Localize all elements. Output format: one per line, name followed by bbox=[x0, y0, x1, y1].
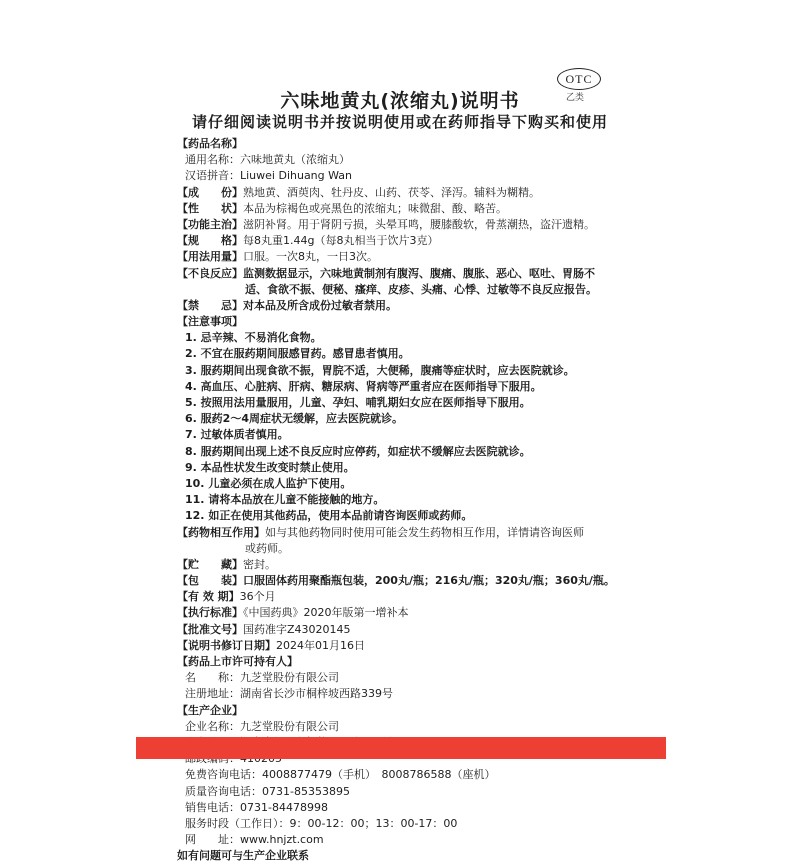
section-label: 【规 格】 bbox=[177, 234, 243, 248]
section-line-note: 4. 高血压、心脏病、肝病、糖尿病、肾病等严重者应在医师指导下服用。 bbox=[185, 379, 542, 393]
section-line-note: 10. 儿童必须在成人监护下使用。 bbox=[185, 476, 352, 490]
section-line-note: 1. 忌辛辣、不易消化食物。 bbox=[185, 331, 322, 345]
section-value: 如与其他药物同时使用可能会发生药物相互作用，详情请咨询医师 bbox=[265, 525, 584, 539]
document-title: 六味地黄丸(浓缩丸)说明书 bbox=[280, 90, 520, 112]
section-line-note: 9. 本品性状发生改变时禁止使用。 bbox=[185, 460, 355, 474]
section-value: 《中国药典》2020年版第一增补本 bbox=[243, 606, 409, 620]
section-value: 口服。一次8丸，一日3次。 bbox=[243, 250, 378, 264]
section-line-row bbox=[177, 622, 657, 638]
section-value: 熟地黄、酒萸肉、牡丹皮、山药、茯苓、泽泻。辅料为糊精。 bbox=[243, 185, 540, 199]
section-line-note: 7. 过敏体质者慎用。 bbox=[185, 428, 289, 442]
otc-badge: OTC bbox=[557, 68, 601, 90]
section-line-note: 8. 服药期间出现上述不良反应时应停药，如症状不缓解应去医院就诊。 bbox=[185, 444, 531, 458]
section-line-row bbox=[177, 217, 657, 233]
section-label: 【说明书修订日期】 bbox=[177, 638, 276, 652]
section-label: 【成 份】 bbox=[177, 185, 243, 199]
section-line-note: 12. 如正在使用其他药品，使用本品前请咨询医师或药师。 bbox=[185, 509, 473, 523]
section-value: 每8丸重1.44g（每8丸相当于饮片3克） bbox=[243, 234, 439, 248]
section-line-row bbox=[177, 589, 657, 605]
section-line-row bbox=[177, 298, 657, 314]
section-label: 【用法用量】 bbox=[177, 250, 243, 264]
section-value: 滋阴补肾。用于肾阴亏损，头晕耳鸣，腰膝酸软，骨蒸潮热，盗汗遗精。 bbox=[243, 217, 595, 231]
section-line-row bbox=[177, 573, 657, 589]
section-line-row bbox=[177, 233, 657, 249]
section-value: 国药准字Z43020145 bbox=[243, 622, 351, 636]
section-line-row bbox=[177, 249, 657, 265]
section-line-row bbox=[177, 557, 657, 573]
section-line-indent: 销售电话：0731-84478998 bbox=[185, 800, 328, 814]
section-value: 口服固体药用聚酯瓶包装，200丸/瓶；216丸/瓶；320丸/瓶；360丸/瓶。 bbox=[243, 574, 615, 588]
section-line-note: 2. 不宜在服药期间服感冒药。感冒患者慎用。 bbox=[185, 347, 410, 361]
section-line-head: 【注意事项】 bbox=[177, 315, 243, 329]
section-line-row bbox=[177, 525, 657, 541]
section-line-indent: 通用名称：六味地黄丸（浓缩丸） bbox=[185, 153, 350, 167]
section-line-row bbox=[177, 638, 657, 654]
section-label: 【禁 忌】 bbox=[177, 298, 243, 312]
document-subtitle: 请仔细阅读说明书并按说明使用或在药师指导下购买和使用 bbox=[191, 113, 608, 131]
section-line-indent: 注册地址：湖南省长沙市桐梓坡西路339号 bbox=[185, 687, 393, 701]
section-line-indent: 企业名称：九芝堂股份有限公司 bbox=[185, 719, 339, 733]
section-line-cont: 或药师。 bbox=[245, 541, 289, 555]
section-line-footnote: 如有问题可与生产企业联系 bbox=[177, 849, 309, 863]
section-line-note: 6. 服药2～4周症状无缓解，应去医院就诊。 bbox=[185, 412, 403, 426]
section-line-indent: 免费咨询电话：4008877479（手机） 8008786588（座机） bbox=[185, 768, 496, 782]
section-label: 【不良反应】 bbox=[177, 266, 243, 280]
section-line-row bbox=[177, 185, 657, 201]
section-value: 36个月 bbox=[239, 590, 276, 604]
section-line-note: 3. 服药期间出现食欲不振，胃脘不适，大便稀，腹痛等症状时，应去医院就诊。 bbox=[185, 363, 575, 377]
section-label: 【批准文号】 bbox=[177, 622, 243, 636]
section-line-indent: 名 称：九芝堂股份有限公司 bbox=[185, 671, 339, 685]
section-line-head: 【药品名称】 bbox=[177, 137, 243, 150]
section-line-head: 【药品上市许可持有人】 bbox=[177, 655, 298, 668]
section-label: 【有 效 期】 bbox=[177, 590, 240, 604]
otc-category: 乙类 bbox=[566, 93, 585, 103]
section-label: 【性 状】 bbox=[177, 201, 243, 215]
section-value: 本品为棕褐色或亮黑色的浓缩丸；味微甜、酸、略苦。 bbox=[243, 201, 507, 215]
section-line-indent: 质量咨询电话：0731-85353895 bbox=[185, 784, 350, 798]
section-line-row bbox=[177, 605, 657, 621]
section-line-row bbox=[177, 266, 657, 282]
section-value: 监测数据显示，六味地黄制剂有腹泻、腹痛、腹胀、恶心、呕吐、胃肠不 bbox=[243, 266, 595, 280]
section-value: 对本品及所含成份过敏者禁用。 bbox=[243, 298, 397, 312]
section-line-note: 5. 按照用法用量服用，儿童、孕妇、哺乳期妇女应在医师指导下服用。 bbox=[185, 396, 531, 409]
section-line-indent: 汉语拼音：Liuwei Dihuang Wan bbox=[185, 169, 353, 183]
section-value: 密封。 bbox=[243, 557, 276, 571]
section-label: 【执行标准】 bbox=[177, 606, 243, 620]
red-footer-bar bbox=[136, 737, 666, 759]
section-line-head: 【生产企业】 bbox=[177, 703, 243, 717]
section-line-row bbox=[177, 201, 657, 217]
section-label: 【药物相互作用】 bbox=[177, 525, 265, 539]
section-label: 【贮 藏】 bbox=[177, 557, 243, 571]
section-line-cont: 适、食欲不振、便秘、瘙痒、皮疹、头痛、心悸、过敏等不良反应报告。 bbox=[245, 282, 597, 296]
section-label: 【包 装】 bbox=[177, 574, 243, 588]
section-value: 2024年01月16日 bbox=[276, 638, 365, 652]
section-line-note: 11. 请将本品放在儿童不能接触的地方。 bbox=[185, 493, 385, 507]
section-line-indent: 网 址：www.hnjzt.com bbox=[185, 833, 324, 847]
section-line-indent: 服务时段（工作日）：9：00-12：00；13：00-17：00 bbox=[185, 816, 458, 830]
section-label: 【功能主治】 bbox=[177, 217, 243, 231]
